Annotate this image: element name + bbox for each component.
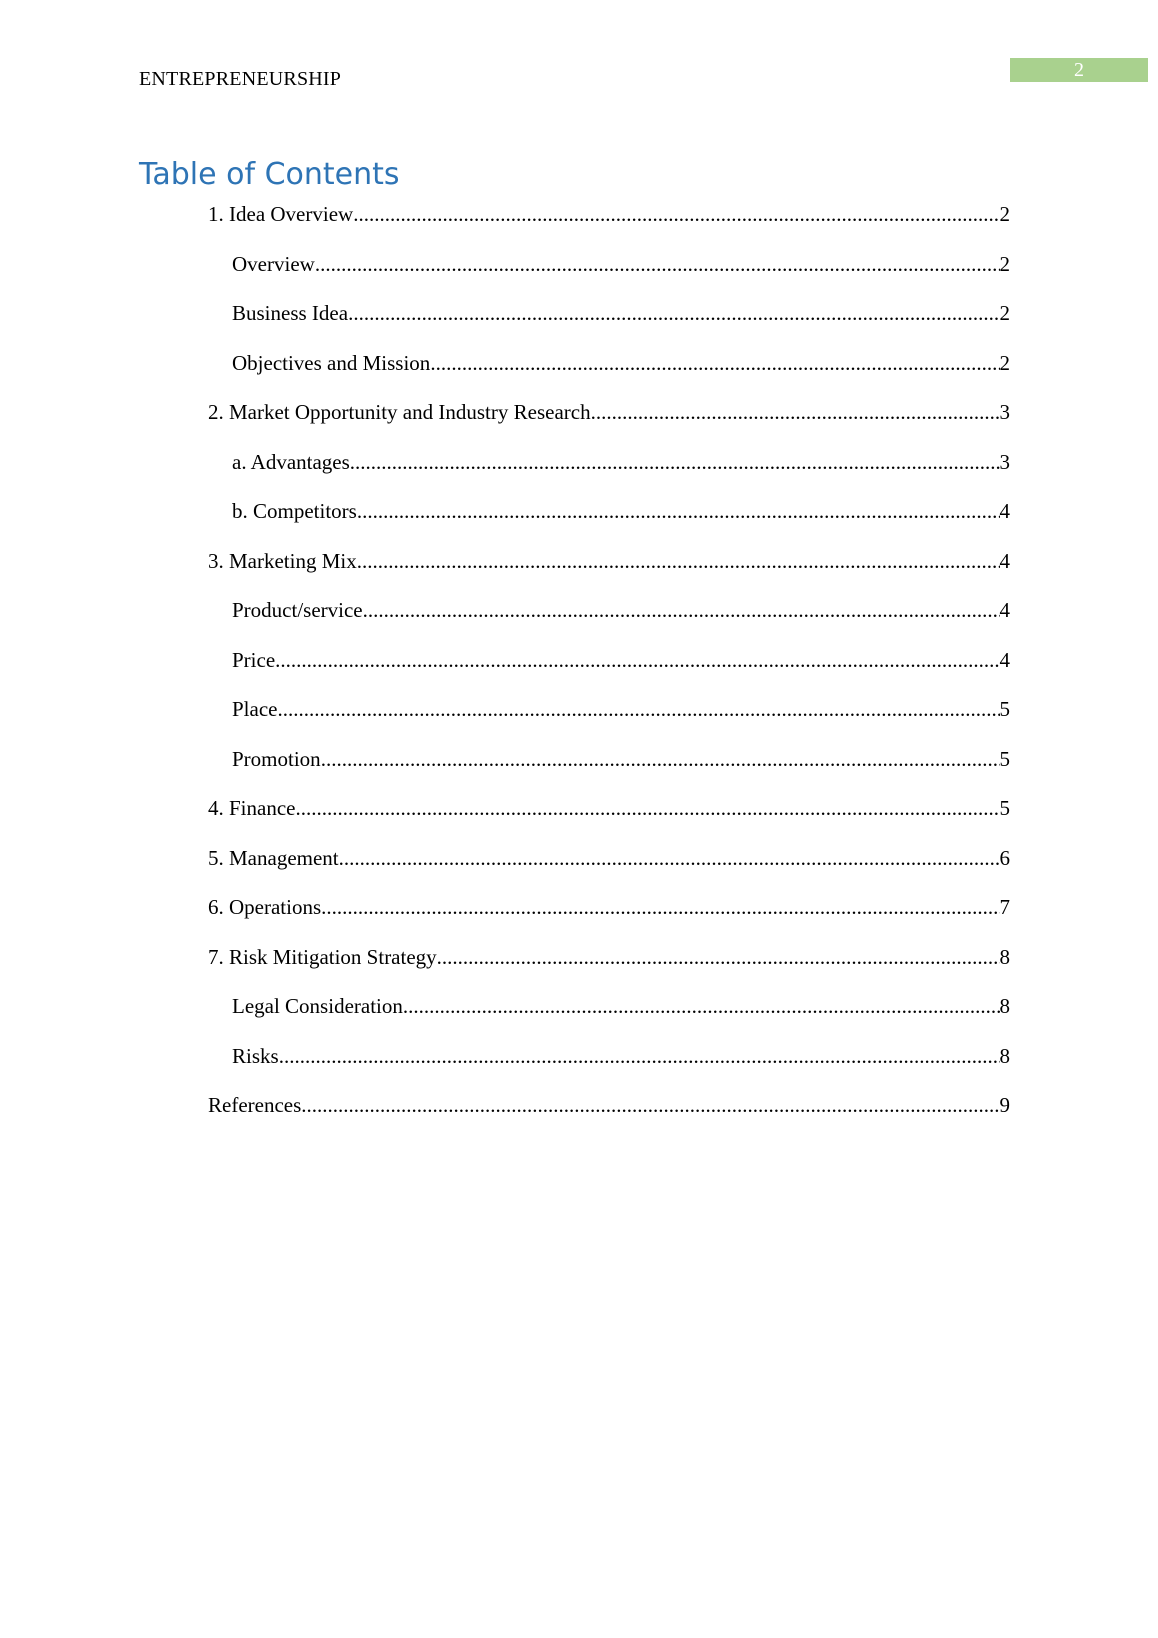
toc-entry[interactable] [232, 251, 1010, 277]
toc-entry[interactable] [208, 845, 1010, 871]
toc-dot-leader [357, 498, 1000, 524]
running-head: ENTREPRENEURSHIP [139, 68, 342, 90]
page-number: 2 [1010, 58, 1148, 82]
toc-entry-label: Product/service [232, 598, 363, 622]
toc-dot-leader [363, 597, 1000, 623]
toc-entry-label: Risks [232, 1044, 279, 1068]
toc-dot-leader [403, 993, 1000, 1019]
toc-entry[interactable] [232, 1043, 1010, 1069]
toc-entry-label: 3. Marketing Mix [208, 549, 357, 573]
toc-dot-leader [275, 647, 999, 673]
toc-entry-page: 7 [999, 895, 1010, 919]
toc-entry[interactable] [208, 548, 1010, 574]
toc-dot-leader [591, 399, 1000, 425]
toc-dot-leader [295, 795, 999, 821]
toc-dot-leader [430, 350, 999, 376]
toc-entry-label: Price [232, 648, 276, 672]
toc-entry[interactable] [232, 647, 1010, 673]
toc-entry-page: 2 [999, 301, 1010, 325]
toc-entry-label: 4. Finance [208, 796, 296, 820]
toc-entry[interactable] [232, 498, 1010, 524]
toc-entry-label: Promotion [232, 747, 321, 771]
toc-entry-page: 4 [999, 648, 1010, 672]
toc-entry[interactable] [232, 993, 1010, 1019]
toc-entry[interactable] [208, 399, 1010, 425]
toc-dot-leader [437, 944, 1000, 970]
toc-entry-page: 2 [999, 202, 1010, 226]
toc-dot-leader [301, 1092, 999, 1118]
toc-entry-label: 6. Operations [208, 895, 322, 919]
toc-dot-leader [353, 201, 999, 227]
toc-entry-label: References [208, 1093, 302, 1117]
toc-entry-label: 2. Market Opportunity and Industry Research [208, 400, 591, 424]
toc-entry-label: 1. Idea Overview [208, 202, 354, 226]
toc-dot-leader [315, 251, 1000, 277]
toc-entry-page: 3 [999, 400, 1010, 424]
toc-entry-label: Overview [232, 252, 315, 276]
toc-dot-leader [350, 449, 1000, 475]
toc-entry-page: 5 [999, 697, 1010, 721]
toc-dot-leader [321, 746, 1000, 772]
toc-dot-leader [357, 548, 1000, 574]
toc-entry-page: 8 [999, 994, 1010, 1018]
toc-entry-label: Place [232, 697, 278, 721]
toc-entry-page: 4 [999, 499, 1010, 523]
toc-entry-page: 6 [999, 846, 1010, 870]
toc-entry-page: 3 [999, 450, 1010, 474]
toc-entry[interactable] [208, 1092, 1010, 1118]
toc-entry-label: b. Competitors [232, 499, 357, 523]
toc-dot-leader [277, 696, 999, 722]
toc-entry-label: 7. Risk Mitigation Strategy [208, 945, 437, 969]
toc-entry[interactable] [208, 795, 1010, 821]
toc-entry-label: 5. Management [208, 846, 339, 870]
toc-entry[interactable] [232, 746, 1010, 772]
toc-entry-page: 8 [999, 945, 1010, 969]
toc-entry[interactable] [232, 300, 1010, 326]
toc-entry-page: 8 [999, 1044, 1010, 1068]
toc-entry[interactable] [232, 350, 1010, 376]
toc-dot-leader [339, 845, 1000, 871]
toc-entry-label: Legal Consideration [232, 994, 403, 1018]
toc-entry-page: 5 [999, 796, 1010, 820]
toc-entry-page: 9 [999, 1093, 1010, 1117]
toc-entry[interactable] [208, 201, 1010, 227]
toc-entry[interactable] [208, 944, 1010, 970]
toc-entry-label: Business Idea [232, 301, 349, 325]
toc-entry-label: Objectives and Mission [232, 351, 431, 375]
toc-entry[interactable] [208, 894, 1010, 920]
toc-entry[interactable] [232, 696, 1010, 722]
toc-entry-page: 5 [999, 747, 1010, 771]
toc-entry-page: 2 [999, 252, 1010, 276]
toc-entry-page: 2 [999, 351, 1010, 375]
toc-entry-page: 4 [999, 549, 1010, 573]
toc-entry-label: a. Advantages [232, 450, 350, 474]
toc-entry[interactable] [232, 597, 1010, 623]
toc-dot-leader [321, 894, 999, 920]
toc-dot-leader [348, 300, 999, 326]
toc-title: Table of Contents [139, 157, 400, 192]
toc-entry[interactable] [232, 449, 1010, 475]
toc-entry-page: 4 [999, 598, 1010, 622]
toc-dot-leader [279, 1043, 1000, 1069]
